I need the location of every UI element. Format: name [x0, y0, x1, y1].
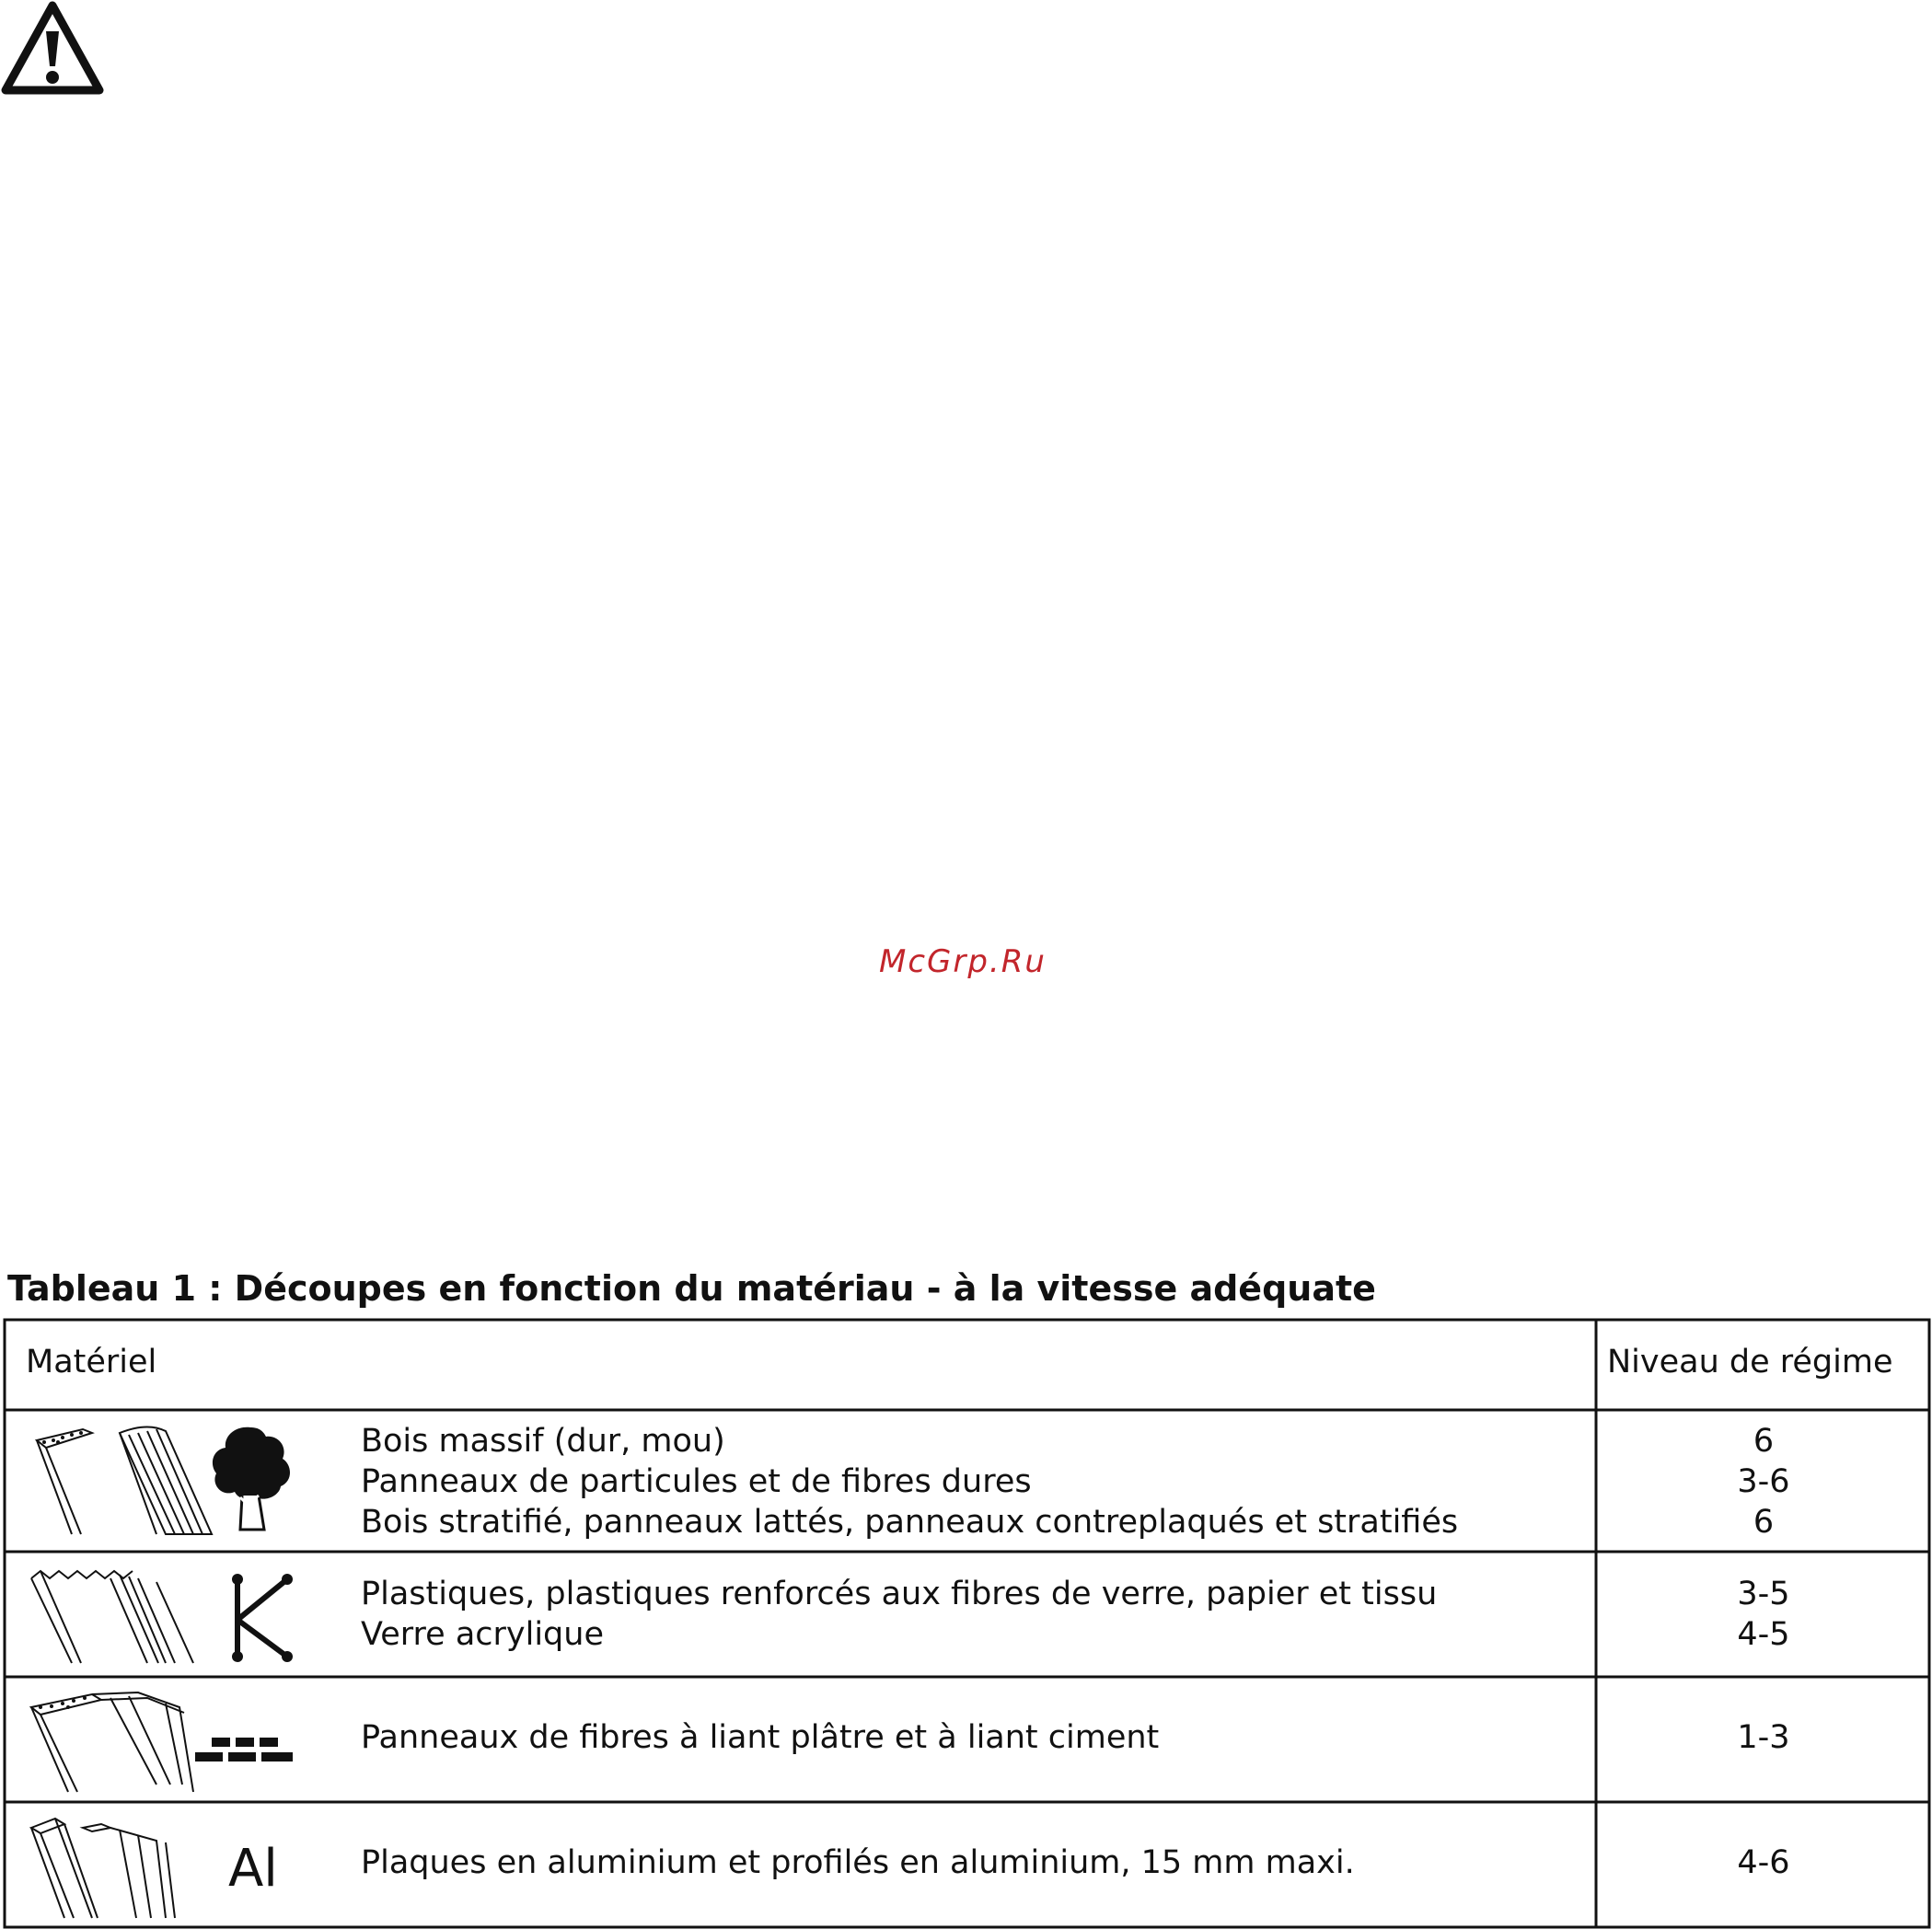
material-line: Bois massif (dur, mou) — [361, 1423, 725, 1460]
level-value: 6 — [1753, 1423, 1775, 1460]
header-material: Matériel — [26, 1344, 157, 1380]
level-value: 6 — [1753, 1504, 1775, 1541]
material-line: Bois stratifié, panneaux lattés, panneaux contreplaqués et stratifiés — [361, 1504, 1459, 1541]
aluminium-profile-icon — [28, 1815, 221, 1921]
level-value: 4-5 — [1737, 1616, 1790, 1653]
material-line: Plastiques, plastiques renforcés aux fibres de verre, papier et tissu — [361, 1576, 1438, 1612]
plastic-molecule-icon — [221, 1572, 304, 1664]
material-line: Verre acrylique — [361, 1616, 604, 1653]
material-line: Plaques en aluminium et profilés en aluminium, 15 mm maxi. — [361, 1844, 1355, 1881]
corrugated-plastic-panel-icon — [28, 1569, 212, 1666]
material-line: Panneaux de particules et de fibres dures — [361, 1463, 1032, 1500]
material-line: Panneaux de fibres à liant plâtre et à liant ciment — [361, 1719, 1160, 1756]
header-level: Niveau de régime — [1607, 1344, 1893, 1380]
table-title: Tableau 1 : Découpes en fonction du matériau - à la vitesse adéquate — [7, 1268, 1376, 1309]
brick-icon — [193, 1738, 296, 1771]
watermark: McGrp.Ru — [879, 943, 1047, 980]
aluminium-symbol: Al — [228, 1839, 278, 1899]
tree-icon — [207, 1424, 295, 1532]
level-value: 4-6 — [1737, 1844, 1790, 1881]
fiberboard-panel-icon — [28, 1689, 198, 1795]
level-value: 3-5 — [1737, 1576, 1790, 1612]
wood-panel-icon — [28, 1422, 221, 1537]
level-value: 1-3 — [1737, 1719, 1790, 1756]
level-value: 3-6 — [1737, 1463, 1790, 1500]
